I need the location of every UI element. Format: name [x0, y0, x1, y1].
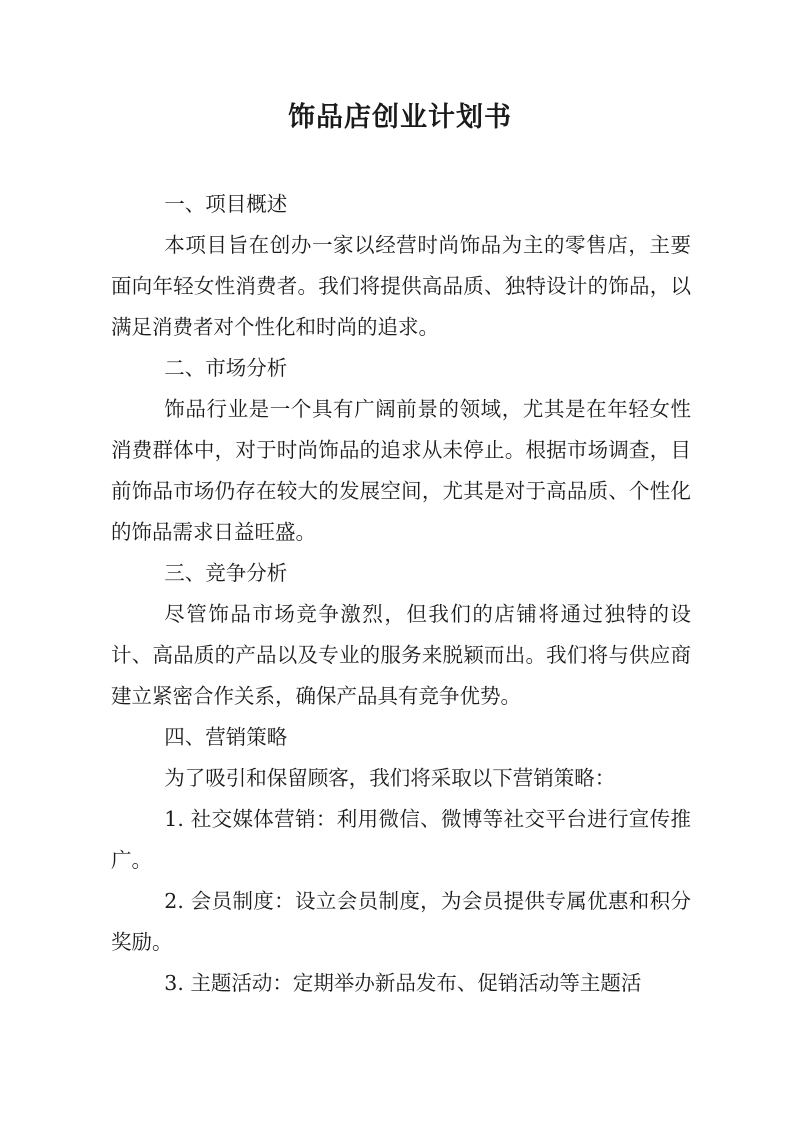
paragraph-market: 饰品行业是一个具有广阔前景的领域，尤其是在年轻女性消费群体中，对于时尚饰品的追求从未停止。根据市场调查，目前饰品市场仍存在较大的发展空间，尤其是对于高品质、个性化的饰品需求日益旺盛。 — [111, 397, 691, 544]
list-item-membership: 2. 会员制度：设立会员制度，为会员提供专属优惠和积分奖励。 — [111, 889, 691, 954]
paragraph-overview: 本项目旨在创办一家以经营时尚饰品为主的零售店，主要面向年轻女性消费者。我们将提供高品质、独特设计的饰品，以满足消费者对个性化和时尚的追求。 — [111, 233, 691, 339]
section-heading-market: 二、市场分析 — [164, 356, 288, 380]
list-item-social-media: 1. 社交媒体营销：利用微信、微博等社交平台进行宣传推广。 — [111, 807, 691, 872]
paragraph-marketing-intro: 为了吸引和保留顾客，我们将采取以下营销策略： — [164, 766, 616, 790]
list-item-themed-events: 3. 主题活动：定期举办新品发布、促销活动等主题活 — [164, 971, 642, 995]
section-heading-overview: 一、项目概述 — [164, 192, 288, 216]
section-heading-competition: 三、竞争分析 — [164, 561, 288, 585]
document-body — [111, 184, 691, 1004]
paragraph-competition: 尽管饰品市场竞争激烈，但我们的店铺将通过独特的设计、高品质的产品以及专业的服务来脱颖而出。我们将与供应商建立紧密合作关系，确保产品具有竞争优势。 — [111, 602, 691, 708]
document-title: 饰品店创业计划书 — [288, 102, 512, 133]
section-heading-marketing: 四、营销策略 — [164, 725, 288, 749]
